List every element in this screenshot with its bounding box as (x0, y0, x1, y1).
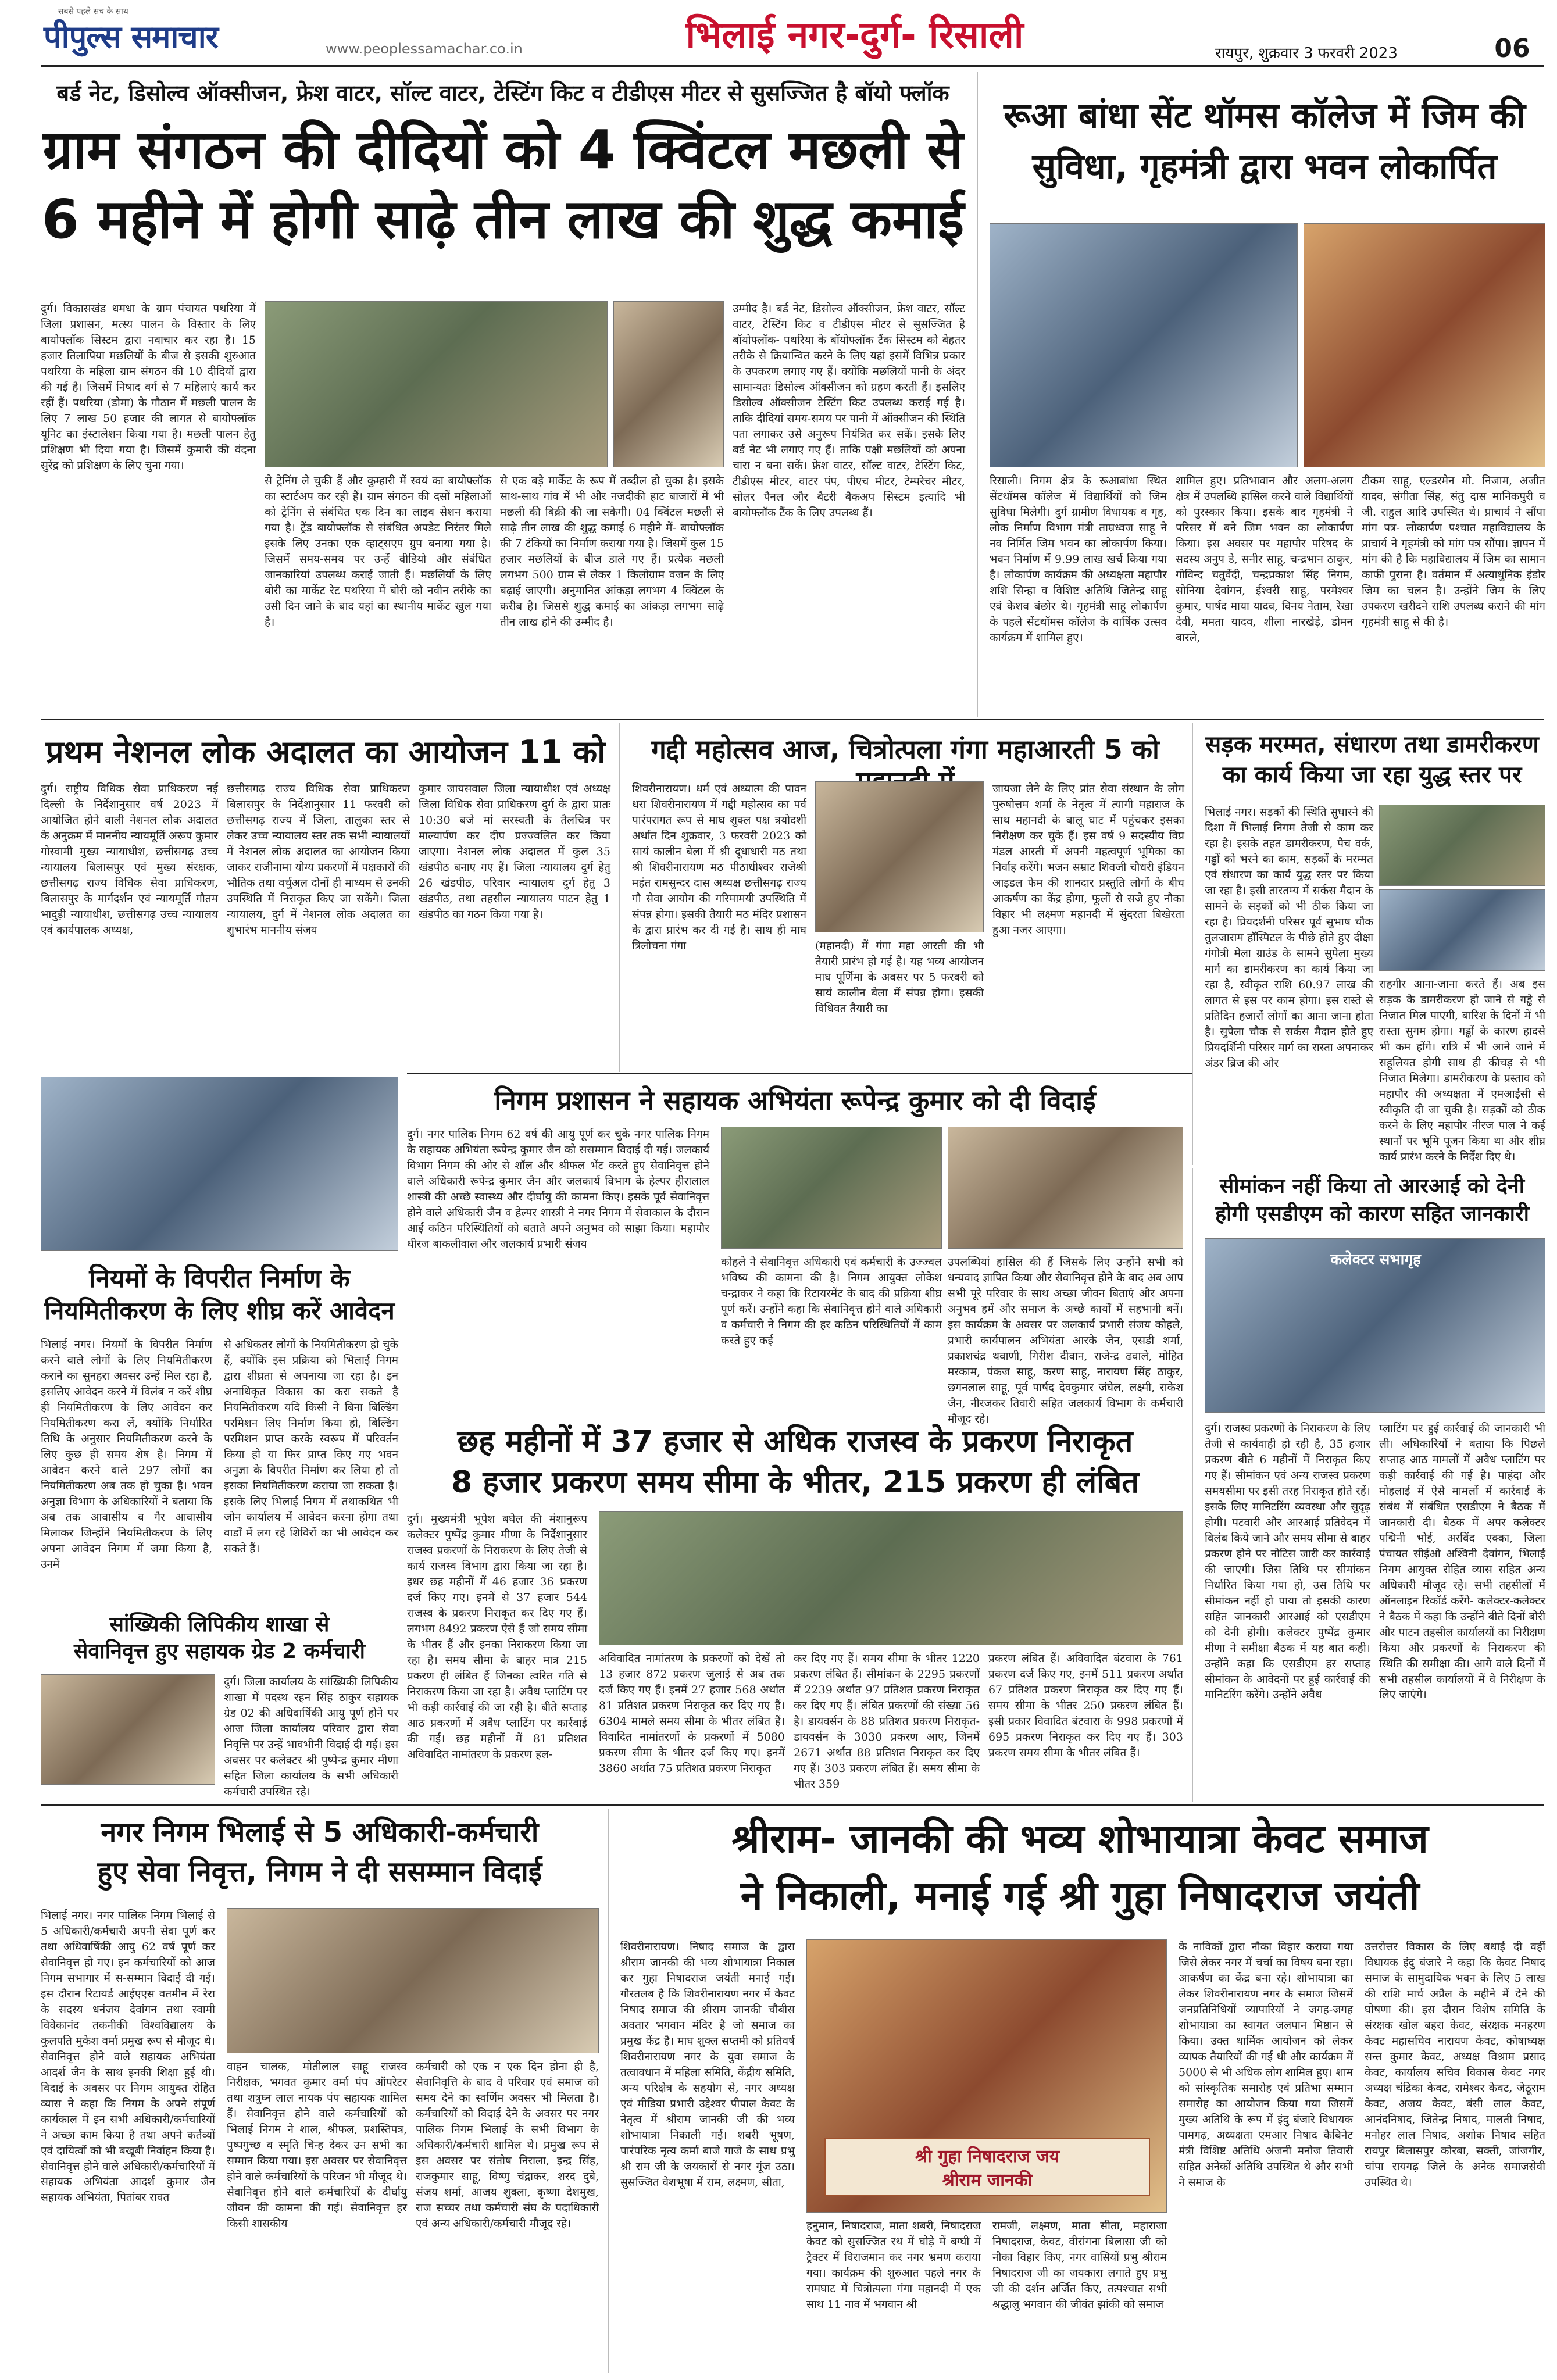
story-fish-photo-1 (265, 301, 608, 467)
story-farewell-engineer-col-1: दुर्ग। नगर पालिक निगम 62 वर्ष की आयु पूर्ण कर चुके नगर पालिक निगम के सहायक अभियंता रूपेन्द्र कुमार जैन को ससम्मान विदाई दी गई। जलकार्य विभाग निगम की ओर से शॉल और श्रीफल भेंट करते हुए सेवानिवृत्त होने वाले अधिकारी रूपेन्द्र कुमार जैन और जलकार्य विभाग के हेल्पर हीरालाल शास्त्री की अच्छे स्वास्थ्य और दीर्घायु की कामना किए। इसके पूर्व सेवानिवृत्त होने वाले अधिकारी जैन व हेल्पर शास्त्री ने नगर निगम में सेवाकाल के दौरान आईं कठिन परिस्थितियों को बताते अपने अनुभव को साझा किया। महापौर धीरज बाकलीवाल और जलकार्य प्रभारी संजय (407, 1128, 709, 1250)
story-retire5-col-1: भिलाई नगर। नगर पालिक निगम भिलाई से 5 अधिकारी/कर्मचारी अपनी सेवा पूर्ण कर तथा अधिवार्षिकी आयु 62 वर्ष पूर्ण कर सेवानिवृत्त हो गए। इन कर्मचारियों को आज निगम सभागार में स-सम्मान विदाई दी गई। इस दौरान रिटायर्ड आईएएस वतमीन में रेरा के सदस्य धनंजय देवांगन तथा स्वामी विवेकानंद तकनीकी विश्वविद्यालय के कुलपति मुकेश वर्मा प्रमुख रूप से मौजूद थे। सेवानिवृत्त होने वाले सहायक अभियंता आदर्श जैन के साथ इनकी शिक्षा हुई थी। विदाई के अवसर पर निगम आयुक्त रोहित व्यास ने कहा कि निगम के अपने संपूर्ण कार्यकाल में इन सभी अधिकारी/कर्मचारियों ने अच्छा काम किया है तथा अपने कर्तव्यों एवं दायित्वों को भी बखूबी निर्वाहन किया है। सेवानिवृत्त होने वाले अधिकारी/कर्मचारियों में सहायक अभियंता आदर्श कुमार जैन सहायक अभियंता, पितांबर रावत (41, 1909, 215, 2204)
story-gaddi-col-1: शिवरीनारायण। धर्म एवं अध्यात्म की पावन धरा शिवरीनारायण में गद्दी महोत्सव का पर्व पारंपरागत रूप से माघ शुक्ल पक्ष त्रयोदशी अर्थात दिन शुक्रवार, 3 फरवरी 2023 को सायं कालीन बेला में श्री दूधाधारी मठ तथा श्री शिवरीनारायण मठ पीठाधीश्वर राजेश्री महंत रामसुन्दर दास अध्यक्ष छत्तीसगढ़ राज्य गौ सेवा आयोग की गरिमामयी उपस्थिति में संपन्न होगा। इसकी तैयारी मठ मंदिर प्रशासन के द्वारा प्रारंभ कर दी गई है। साथ ही माघ त्रिलोचना गंगा (632, 782, 806, 952)
story-retire5-headline-1: नगर निगम भिलाई से 5 अधिकारी-कर्मचारी (101, 1816, 539, 1849)
story-clerk-retire-photo (41, 1674, 215, 1785)
story-lok-adalat-headline: प्रथम नेशनल लोक अदालत का आयोजन 11 को (45, 734, 606, 770)
story-shobhayatra-col-4: के नाविकों द्वारा नौका विहार कराया गया जिसे लेकर नगर में चर्चा का विषय बना रहा। आकर्षण का केंद्र बना रहे। शोभायात्रा का लेकर शिवरीनारायण नगर के समाज जिसमें जनप्रतिनिधियों व्यापारियों ने जगह-जगह शोभायात्रा का स्वागत जलपान मिष्ठान से किया। उक्त धार्मिक आयोजन को लेकर व्यापक तैयारियों की गई थी और कार्यक्रम में 5000 से भी अधिक लोग शामिल हुए। शाम को सांस्कृतिक समारोह एवं प्रतिभा सम्मान समारोह का आयोजन किया गया जिसमें मुख्य अतिथि के रूप में इंदु बंजारे विधायक पामगढ़, अध्यक्षता एमआर निषाद कैबिनेट मंत्री विशिष्ट अतिथि अंजनी मनोज तिवारी सहित अनेकों अतिथि उपस्थित थे और सभी ने समाज के (1179, 1941, 1353, 2189)
story-shobhayatra-headline-1: श्रीराम- जानकी की भव्य शोभायात्रा केवट समाज (731, 1816, 1429, 1862)
story-regularization (41, 1256, 398, 1604)
story-regularization-col-2: से अधिकतर लोगों के नियमितीकरण हो चुके हैं, क्योंकि इस प्रक्रिया को भिलाई निगम द्वारा शीघ्रता से अपनाया जा रहा है। इन अनाधिकृत विकास का करा सकते है नियमितीकरण यदि किसी ने बिना बिल्डिंग परमिशन लिए निर्माण किया हो, बिल्डिंग परमिशन प्राप्त करके स्वरूप में परिवर्तन किया हो या फिर प्राप्त किए गए भवन अनुज्ञा के विपरीत निर्माण कर लिया हो तो इसका नियमितीकरण कराया जा सकता है। इसके लिए भिलाई निगम में तथाकथित भी जोन कार्यालय में आवेदन करना होगा तथा वार्डों में लग रहे शिविरों का भी आवेदन कर सकते हैं। (224, 1338, 398, 1555)
story-farewell-engineer-col-3: उपलब्धियां हासिल की हैं जिसके लिए उन्होंने सभी को धन्यवाद ज्ञापित किया और सेवानिवृत्त होने के बाद अब आप सभी पूरे परिवार के साथ अच्छा जीवन बिताएं और अपना अनुभव हमें और समाज के अच्छे कार्यों में सहभागी बनें। इस कार्यक्रम के अवसर पर जलकार्य प्रभारी संजय कोहले, प्रभारी कार्यपालन अभियंता आरके जैन, एसडी शर्मा, प्रकाशचंद्र थवाणी, गिरीश दीवान, राजेन्द्र ढवाले, मोहित मरकाम, पंकज साहू, करण साहू, नारायण सिंह ठाकुर, छगनलाल साहू, पूर्व पार्षद देवकुमार जंघेल, लक्ष्मी, राकेश जैन, नीरजकर तिवारी सहित जलकार्य विभाग के कर्मचारी मौजूद रहे। (948, 1256, 1183, 1425)
story-retire5-col-2: वाहन चालक, मोतीलाल साहू राजस्व निरीक्षक, भगवत कुमार वर्मा पंप ऑपरेटर तथा शत्रुघ्न लाल नायक पंप सहायक शामिल हैं। सेवानिवृत्त होने वाले कर्मचारियों को भिलाई निगम ने शाल, श्रीफल, प्रशस्तिपत्र, पुष्पगुच्छ व स्मृति चिन्ह देकर उन सभी का सम्मान किया गया। इस अवसर पर सेवानिवृत्त होने वाले कर्मचारियों के परिजन भी मौजूद थे। सेवानिवृत्त होने वाले कर्मचारियों के दीर्घायु जीवन की कामना की गई। सेवानिवृत्त हर किसी शासकीय (227, 2060, 407, 2230)
story-fish-col-1: दुर्ग। विकासखंड धमधा के ग्राम पंचायत पथरिया में जिला प्रशासन, मत्स्य पालन के विस्तार के लिए बायोफ्लॉक सिस्टम द्वारा नवाचार कर रहा है। 15 हजार तिलापिया मछलियों के बीज से इसकी शुरुआत पथरिया के महिला ग्राम संगठन की 10 दीदियों द्वारा की गई है। जिसमें निषाद वर्ग से 7 महिलाएं कार्य कर रहीं हैं। पथरिया (डोमा) के गौठान में मछली पालन के लिए 7 लाख 50 हजार की लागत से बायोफ्लॉक यूनिट का इंस्टालेशन किया गया है। मछली पालन हेतु प्रशिक्षण भी दिया गया है। जिसमें कुमारी की वंदना सुरेंद्र को प्रशिक्षण के लिए चुना गया। (41, 302, 256, 472)
story-fish-kicker: बर्ड नेट, डिसोल्व ऑक्सीजन, फ्रेश वाटर, सॉल्ट वाटर, टेस्टिंग किट व टीडीएस मीटर से सुसज्जित है बॉयो फ्लॉक (56, 80, 949, 106)
story-shobhayatra-col-2: हनुमान, निषादराज, माता शबरी, निषादराज केवट को सुसज्जित रथ में घोड़े में बग्घी में ट्रैक्टर में विराजमान कर नगर भ्रमण कराया गया। कार्यक्रम की शुरुआत पहले नगर के रामघाट में चित्रोत्पला गंगा महानदी में एक साथ 11 नाव में भगवान श्री (806, 2220, 981, 2311)
story-clerk-retire-headline-2: सेवानिवृत्त हुए सहायक ग्रेड 2 कर्मचारी (74, 1639, 365, 1663)
story-regularization-headline-1: नियमों के विपरीत निर्माण के (89, 1264, 350, 1293)
story-revenue-col-2: अविवादित नामांतरण के प्रकरणों को देखें तो 13 हजार 872 प्रकरण जुलाई से अब तक दर्ज किए गए हैं। इनमें 27 हजार 568 अर्थात 81 प्रतिशत प्रकरण निराकृत कर दिए गए हैं। 6304 मामले समय सीमा के भीतर लंबित हैं। विवादित नामांतरणों के प्रकरणों में 5080 प्रकरण सीमा के भीतर दर्ज किए गए। इनमें 3860 अर्थात 75 प्रतिशत प्रकरण निराकृत (599, 1652, 785, 1775)
story-clerk-retire-col-1: दुर्ग। जिला कार्यालय के सांख्यिकी लिपिकीय शाखा में पदस्थ रहन सिंह ठाकुर सहायक ग्रेड 02 की अधिवार्षिकी आयु पूर्ण होने पर आज जिला कार्यालय परिवार द्वारा सेवा निवृत्ति पर उन्हें भावभीनी विदाई दी गई। इस अवसर पर कलेक्टर श्री पुष्पेन्द्र कुमार मीणा सहित जिला कार्यालय के सभी अधिकारी कर्मचारी उपस्थित रहे। (224, 1675, 398, 1798)
story-road-col-2: राहगीर आना-जाना करते हैं। अब इस सड़क के डामरीकरण हो जाने से गड्ढे से निजात मिल पाएगी, बारिश के दिनों में भी रास्ता सुगम होगा। गड्ढों के कारण हादसे भी कम होंगे। रात्रि में भी आने जाने में सहूलियत होगी साथ ही कीचड़ से भी निजात मिलेगा। डामरीकरण के प्रस्ताव को महापौर की अध्यक्षता में एमआईसी से स्वीकृति दी जा चुकी है। सड़कों को ठीक करने के लिए महापौर नीरज पाल ने कई स्थानों पर भूमि पूजन किया था और शीघ्र कार्य प्रारंभ करने के निर्देश दिए थे। (1379, 978, 1545, 1163)
story-shobhayatra-banner-line-1: श्री गुहा निषादराज जय (915, 2146, 1060, 2167)
story-demarcation (1192, 1168, 1544, 1802)
story-fish-headline-2: 6 महीने में होगी साढ़े तीन लाख की शुद्ध कमाई (41, 188, 965, 251)
story-road-headline-2: का कार्य किया जा रहा युद्ध स्तर पर (1222, 762, 1522, 788)
story-lok-adalat-col-2: छत्तीसगढ़ राज्य विधिक सेवा प्राधिकरण बिलासपुर के निर्देशानुसार 11 फरवरी को छत्तीसगढ़ राज्य में जिला, तालुका स्तर से लेकर उच्च न्यायालय स्तर तक सभी न्यायालयों में नेशनल लोक अदालत का आयोजन किया जाकर राजीनामा योग्य प्रकरणों में पक्षकारों की भौतिक तथा वर्चुअल दोनों ही माध्यम से उनकी उपस्थिति में निराकृत किए जा सकेंगे। जिला न्यायालय, दुर्ग में नेशनल लोक अदालत का शुभारंभ माननीय संजय (227, 782, 410, 937)
story-fish-col-3: से एक बड़े मार्केट के रूप में तब्दील हो चुका है। इसके साथ-साथ गांव में भी और नजदीकी हाट बाजारों में भी मछली की बिक्री की जा सकेगी। 04 क्विंटल मछली से साढ़े तीन लाख की शुद्ध कमाई 6 महीने में- बायोफ्लॉक की 7 टंकियों का निर्माण कराया गया है। जिसमें कुल 15 हजार मछलियों के बीज डाले गए हैं। प्रत्येक मछली लगभग 500 ग्राम से लेकर 1 किलोग्राम वजन के लिए बढ़ाई जाएगी। अनुमानित आंकड़ा लगभग 4 क्विंटल के करीब है। जिससे शुद्ध कमाई का आंकड़ा लगभग साढ़े तीन लाख होने की उम्मीद है। (500, 474, 724, 628)
page-number: 06 (1480, 34, 1544, 64)
story-retire5-col-3: कर्मचारी को एक न एक दिन होना ही है, सेवानिवृत्ति के बाद वे परिवार एवं समाज को समय देने का स्वर्णिम अवसर भी मिलता है। कर्मचारियों को विदाई देने के अवसर पर नगर पालिक निगम भिलाई के सभी विभाग के अधिकारी/कर्मचारी शामिल थे। प्रमुख रूप से इस अवसर पर संतोष निराला, इन्द्र सिंह, राजकुमार साहू, विष्णु चंद्राकर, शरद दुबे, संजय शर्मा, आजय शुक्ला, कृष्णा देशमुख, राज सच्चर तथा कर्मचारी संघ के पदाधिकारी एवं अन्य अधिकारी/कर्मचारी मौजूद रहे। (416, 2060, 599, 2230)
story-demarcation-photo (1205, 1238, 1545, 1413)
story-fish (41, 72, 965, 717)
story-clerk-retire-headline-1: सांख्यिकी लिपिकीय शाखा से (109, 1613, 330, 1636)
story-road-photo-1 (1379, 805, 1545, 886)
story-shobhayatra-col-1: शिवरीनारायण। निषाद समाज के द्वारा श्रीराम जानकी की भव्य शोभायात्रा निकाल कर गुहा निषादराज जयंती मनाई गई। गौरतलब है कि शिवरीनारायण नगर में केवट निषाद समाज की श्रीराम जानकी चौबीस अवतार भगवान मंदिर है जो समाज का प्रमुख केंद्र है। माघ शुक्ल सप्तमी को प्रतिवर्ष शिवरीनारायण नगर के युवा समाज के तत्वावधान में महिला समिति, केंद्रीय समिति, अन्य परिक्षेत्र के सहयोग से, नगर अध्यक्ष एवं मीडिया प्रभारी उद्देश्वर पीपाल केवट के नेतृत्व में श्रीराम जानकी जी की भव्य शोभायात्रा निकाली गई। शबरी भूषण, पारंपरिक नृत्य कर्मा बाजे गाजे के साथ प्रभु श्री राम जी के जयकारों से नगर गूंज उठा। सुसज्जित वेशभूषा में राम, लक्ष्मण, सीता, (620, 1941, 795, 2189)
story-gym-col-2: शामिल हुए। प्रतिभावान और अलग-अलग क्षेत्र में उपलब्धि हासिल करने वाले विद्यार्थियों को पुरस्कार किया। इसके बाद गृहमंत्री ने परिसर में बने जिम भवन का लोकार्पण किया। इस अवसर पर महापौर परिषद के सदस्य अनुप डे, सनीर साहू, चन्द्रभान ठाकुर, गोविन्द चतुर्वेदी, चन्द्रप्रकाश सिंह निगम, सोनिया देवांगन, ईश्वरी साहू, परमेश्वर कुमार, पार्षद माया यादव, विनय नेताम, रेखा देवी, ममता यादव, शीला नारखेड़े, डोमन बारले, (1176, 474, 1353, 644)
story-revenue-col-1: दुर्ग। मुख्यमंत्री भूपेश बघेल की मंशानुरूप कलेक्टर पुष्पेंद्र कुमार मीणा के निर्देशानुसार राजस्व प्रकरणों के निराकरण के लिए तेजी से कार्य राजस्व विभाग द्वारा किया जा रहा है। इधर छह महीनों में 46 हजार 36 प्रकरण दर्ज किए गए। इनमें से 37 हजार 544 राजस्व के प्रकरण निराकृत कर दिए गए हैं। लगभग 8492 प्रकरण ऐसे हैं जो समय सीमा के भीतर हैं और इनका निराकरण किया जा रहा है। समय सीमा के बाहर मात्र 215 प्रकरण ही लंबित हैं जिनका त्वरित गति से निराकरण किया जा रहा है। अवैध प्लाटिंग पर भी कड़ी कार्रवाई की जा रही है। बीते सप्ताह आठ प्रकरणों में अवैध प्लाटिंग पर कार्रवाई की गई। छह महीनों में 81 प्रतिशत अविवादित नामांतरण के प्रकरण हल- (407, 1513, 587, 1761)
story-shobhayatra-col-3: रामजी, लक्ष्मण, माता सीता, महाराजा निषादराज, केवट, वीरांगना बिलासा जी को नौका विहार किए, नगर वासियों प्रभु श्रीराम निषादराज जी का जयकारा लगाते हुए प्रभु जी की दर्शन अर्जित किए, तत्पश्चात सभी श्रद्धालु भगवान की जीवंत झांकी को समाज (992, 2220, 1167, 2311)
story-road-col-1: भिलाई नगर। सड़कों की स्थिति सुधारने की दिशा में भिलाई निगम तेजी से काम कर रहा है। इसके तहत डामरीकरण, पैच वर्क, गड्ढों को भरने का काम, सड़कों के मरम्मत एवं संधारण का कार्य युद्ध स्तर पर किया जा रहा है। इसी तारतम्य में सर्कस मैदान के सामने के सड़कों को भी ठीक किया जा रहा है। प्रियदर्शनी परिसर पूर्व सुभाष चौक तुलजाराम हॉस्पिटल के पीछे होते हुए दीक्षा गंगोत्री मेला ग्राउंड के सामने सुपेला मुख्य मार्ग का डामरीकरण का कार्य किया जा रहा है, स्वीकृत राशि 60.97 लाख की लागत से इस पर काम होगा। इस रास्ते से प्रतिदिन हजारों लोगों का आना जाना होता है। सुपेला चौक से सर्कस मैदान होते हुए प्रियदर्शिनी परिसर मार्ग का रास्ता अपनाकर अंडर ब्रिज की ओर (1205, 806, 1373, 1070)
story-shobhayatra (608, 1809, 1544, 2373)
story-farewell-engineer-photo-1 (721, 1127, 942, 1249)
story-gym-headline-2: सुविधा, गृहमंत्री द्वारा भवन लोकार्पित (1032, 146, 1497, 187)
story-gym-photo-2 (1304, 223, 1545, 467)
story-gym-col-1: रिसाली। निगम क्षेत्र के रूआबांधा स्थित सेंटथॉमस कॉलेज में विद्यार्थियों को जिम सुविधा मिलेगी। दुर्ग ग्रामीण विधायक व गृह, लोक निर्माण विभाग मंत्री ताम्रध्वज साहू ने नव निर्मित जिम भवन का लोकार्पण किया। भवन निर्माण में 9.99 लाख खर्च किया गया है। लोकार्पण कार्यक्रम की अध्यक्षता महापौर शशि सिन्हा व विशिष्ट अतिथि जितेन्द्र साहू एवं केशव बंछोर थे। गृहमंत्री साहू लोकार्पण के पहले सेंटथॉमस कॉलेज के वार्षिक उत्सव कार्यक्रम में शामिल हुए। (990, 474, 1167, 644)
story-gaddi-col-3: जायजा लेने के लिए प्रांत सेवा संस्थान के लोग पुरुषोत्तम शर्मा के नेतृत्व में त्यागी महाराज के साथ महानदी के बालू घाट में पहुंचकर इसका निरीक्षण कर चुके हैं। इस वर्ष 9 सदस्यीय विप्र मंडल आरती में अपनी महत्वपूर्ण भूमिका का निर्वाह करेंगे। भजन सम्राट शिवजी चौधरी इंडियन आइडल फेम की शानदार प्रस्तुति लोगों के बीच आकर्षण का केंद्र होगा, फूलों से सजे हुए नौका विहार भी लक्ष्मण महानदी में सुंदरता बिखेरता हुआ नजर आएगा। (992, 782, 1184, 937)
story-demarcation-col-2: प्लाटिंग पर हुई कार्रवाई की जानकारी भी ली। अधिकारियों ने बताया कि पिछले सप्ताह आठ मामलों में अवैध प्लाटिंग पर कड़ी कार्रवाई की गई है। पाहंदा और मोहलाई में ऐसे मामलों में कार्रवाई के संबंध में संबंधित एसडीएम ने बैठक में जानकारी दी। बैठक में अपर कलेक्टर पद्मिनी भोई, अरविंद एक्का, जिला पंचायत सीईओ अश्विनी देवांगन, भिलाई निगम आयुक्त रोहित व्यास सहित अन्य अधिकारी मौजूद रहे। सभी तहसीलों में ऑनलाइन रिकॉर्ड करेंगे- कलेक्टर-कलेक्टर ने बैठक में कहा कि उन्होंने बीते दिनों बोरी और पाटन तहसील कार्यालयों का निरीक्षण किया और प्रकरणों के निराकरण की स्थिति की समीक्षा की। आगे वाले दिनों में सभी तहसील कार्यालयों में वे निरीक्षण के लिए जाएंगे। (1379, 1422, 1545, 1702)
story-regularization-col-1: भिलाई नगर। नियमों के विपरीत निर्माण करने वाले लोगों के लिए नियमितीकरण कराने का सुनहरा अवसर उन्हें मिल रहा है, इसलिए आवेदन करने में विलंब न करें शीघ्र ही नियमितीकरण के लिए आवेदन कर नियमितीकरण करा लें, क्योंकि निर्धारित तिथि के अनुसार नियमितीकरण करने के लिए कुछ ही समय शेष है। निगम में आवेदन करने वाले 297 लोगों का नियमितीकरण अब तक हो चुका है। भवन अनुज्ञा विभाग के अधिकारियों ने बताया कि अब तक आवासीय व गैर आवासीय मिलाकर जिन्होंने नियमितीकरण के लिए अपना आवेदन निगम में जमा किया है, उनमें (41, 1338, 212, 1571)
story-gaddi-photo (815, 781, 984, 932)
story-revenue-photo (599, 1511, 1183, 1645)
section-title: भिलाई नगर-दुर्ग- रिसाली (685, 14, 1024, 57)
masthead (0, 0, 1557, 64)
issue-date: रायपुर, शुक्रवार 3 फरवरी 2023 (1215, 45, 1398, 62)
story-fish-photo-2 (613, 301, 724, 467)
story-fish-col-4: उम्मीद है। बर्ड नेट, डिसोल्व ऑक्सीजन, फ्रेश वाटर, सॉल्ट वाटर, टेस्टिंग किट व टीडीएस मीटर से सुसज्जित है बॉयोफ्लॉक- पथरिया के बॉयोफ्लॉक टैंक सिस्टम को बेहतर तरीके से क्रियान्वित करने के लिए यहां इसमें विभिन्न प्रकार के उपकरण लगाए गए हैं। क्योंकि मछलियों पानी के अंदर सामान्यतः डिसोल्व ऑक्सीजन को ग्रहण करती हैं। इसलिए डिसोल्व ऑक्सीजन टेस्टिंग किट उपलब्ध कराई गई है। ताकि दीदियां समय-समय पर पानी में ऑक्सीजन की स्थिति पता लगाकर उसे अनुरूप नियंत्रित कर सकें। इसके लिए बर्ड नेट भी लगाए गए हैं। ताकि पक्षी मछलियों को अपना चारा न बना सकें। फ्रेश वाटर, सॉल्ट वाटर, टेस्टिंग किट, टीडीएस मीटर, वाटर पंप, पीएच मीटर, टेम्परेचर मीटर, सोलर पैनल और बैटरी बैकअप सिस्टम इत्यादि भी बायोफ्लॉक टैंक के लिए उपलब्ध हैं। (733, 302, 965, 519)
story-lok-adalat-col-3: कुमार जायसवाल जिला न्यायाधीश एवं अध्यक्ष जिला विधिक सेवा प्राधिकरण दुर्ग के द्वारा प्रातः 10:30 बजे मां सरस्वती के तैलचित्र पर माल्यार्पण कर दीप प्रज्ज्वलित कर किया जाएगा। नेशनल लोक अदालत में कुल 35 खंडपीठ बनाए गए हैं। जिला न्यायालय दुर्ग हेतु 26 खंडपीठ, परिवार न्यायालय दुर्ग हेतु 3 खंडपीठ, तथा तहसील न्यायालय पाटन हेतु 1 खंडपीठ का गठन किया गया है। (419, 782, 610, 921)
story-farewell-engineer-headline: निगम प्रशासन ने सहायक अभियंता रूपेन्द्र कुमार को दी विदाई (494, 1085, 1096, 1116)
paper-tagline: सबसे पहले सच के साथ (58, 7, 128, 16)
story-shobhayatra-photo (806, 1939, 1167, 2213)
story-road-headline-1: सड़क मरम्मत, संधारण तथा डामरीकरण (1205, 731, 1539, 758)
paper-logo: पीपुल्स समाचार (44, 19, 218, 55)
story-demarcation-photo-caption: कलेक्टर सभागृह (1330, 1251, 1421, 1268)
story-road-photo-2 (1379, 889, 1545, 971)
row-rule-2 (407, 1073, 1192, 1074)
story-retire5-photo (227, 1908, 599, 2053)
story-gym-col-3: टीकम साहू, एल्डरमेन मो. निजाम, अजीत यादव, संगीता सिंह, संतु दास मानिकपुरी व जी. राहुल आदि उपस्थित थे। प्राचार्य ने सौंपा मांग पत्र- लोकार्पण पश्चात महाविद्यालय के प्राचार्य ने गृहमंत्री को मांग पत्र सौंपा। ज्ञापन में मांग की है कि महाविद्यालय में जिम का सामान काफी पुराना है। वर्तमान में अत्याधुनिक इंडोर जिम का चलन है। उन्होंने जिम के लिए उपकरण खरीदने राशि उपलब्ध कराने की मांग गृहमंत्री साहू से की है। (1362, 474, 1545, 628)
story-revenue-headline-1: छह महीनों में 37 हजार से अधिक राजस्व के प्रकरण निराकृत (457, 1424, 1133, 1459)
story-lok-adalat-photo (41, 1077, 398, 1251)
story-gaddi-headline: गद्दी महोत्सव आज, चित्रोत्पला गंगा महाआरती 5 को (651, 734, 1159, 765)
story-gym-headline-1: रूआ बांधा सेंट थॉमस कॉलेज में जिम की (1004, 95, 1526, 136)
story-gym (977, 72, 1544, 717)
story-revenue (407, 1418, 1183, 1802)
story-lok-adalat-col-1: दुर्ग। राष्ट्रीय विधिक सेवा प्राधिकरण नई दिल्ली के निर्देशानुसार वर्ष 2023 में आयोजित होने वाली नेशनल लोक अदालत के अनुक्रम में माननीय न्यायमूर्ति अरूप कुमार गोस्वामी मुख्य न्यायाधीश, छत्तीसगढ़ उच्च न्यायालय बिलासपुर एवं मुख्य संरक्षक, छत्तीसगढ़ राज्य विधिक सेवा प्राधिकरण, बिलासपुर के मार्गदर्शन एवं न्यायमूर्ति गौतम भादुड़ी न्यायाधीश, छत्तीसगढ़ उच्च न्यायालय एवं कार्यपालक अध्यक्ष, (41, 782, 218, 937)
story-retire5-headline-2: हुए सेवा निवृत्त, निगम ने दी ससम्मान विदाई (97, 1856, 542, 1888)
story-revenue-headline-2: 8 हजार प्रकरण समय सीमा के भीतर, 215 प्रकरण ही लंबित (451, 1465, 1139, 1500)
story-farewell-engineer-col-2: कोहले ने सेवानिवृत्त अधिकारी एवं कर्मचारी के उज्ज्वल भविष्य की कामना की है। निगम आयुक्त लोकेश चन्द्राकर ने कहा कि रिटायरमेंट के बाद की प्रक्रिया शीघ्र पूर्ण करें। उन्होंने कहा कि सेवानिवृत्त होने वाले अधिकारी व कर्मचारी ने निगम की हर कठिन परिस्थितियों में काम करते हुए कई (721, 1256, 942, 1347)
story-gaddi (619, 723, 1183, 1072)
story-demarcation-col-1: दुर्ग। राजस्व प्रकरणों के निराकरण के लिए तेजी से कार्यवाही हो रही है, 35 हजार प्रकरण बीते 6 महीनों में निराकृत किए गए हैं। सीमांकन एवं अन्य राजस्व प्रकरण समयसीमा पर इसी तरह निराकृत होते रहें। इसके लिए मानिटरिंग व्यवस्था और सुदृढ़ होगी। पटवारी और आरआई प्रतिवेदन में विलंब किये जाने और समय सीमा से बाहर प्रकरण होने पर नोटिस जारी कर कार्रवाई की जाएगी। जिस तिथि पर सीमांकन निर्धारित किया गया हो, उस तिथि पर सीमांकन नहीं हो पाया तो इसकी कारण सहित जानकारी आरआई को एसडीएम को देनी होगी। कलेक्टर पुष्पेंद्र कुमार मीणा ने समीक्षा बैठक में यह बात कही। उन्होंने कहा कि एसडीएम हर सप्ताह सीमांकन के आवेदनों पर हुई कार्रवाई की मानिटरिंग करेंगे। उन्होंने अवैध (1205, 1422, 1370, 1702)
website[interactable]: www.peoplessamachar.co.in (326, 41, 523, 57)
story-fish-headline-1: ग्राम संगठन की दीदियों को 4 क्विंटल मछली से (42, 119, 963, 181)
story-lok-adalat (41, 723, 610, 1072)
story-shobhayatra-headline-2: ने निकाली, मनाई गई श्री गुहा निषादराज जयंती (740, 1873, 1420, 1919)
story-shobhayatra-banner-line-2: श्रीराम जानकी (942, 2170, 1033, 2190)
story-gym-photo-1 (990, 223, 1298, 467)
story-fish-col-2: से ट्रेनिंग ले चुकी हैं और कुम्हारी में स्वयं का बायोफ्लॉक का स्टार्टअप कर रही हैं। ग्राम संगठन की दसों महिलाओं को ट्रेनिंग से संबंधित एक दिन का लाइव सेशन कराया गया है। ट्रेंड बायोफ्लॉक से संबंधित अपडेट निरंतर मिले इसके लिए उनका एक व्हाट्सएप ग्रुप बनाया गया है। जिसमें समय-समय पर उन्हें वीडियो और संबंधित जानकारियां उपलब्ध कराई जाती हैं। मछलियों के लिए बोरी का मार्केट रेट पथरिया में बोरी को नवीन तरीके का उसी दिन जाने के बाद यहां का स्थानीय मार्केट खुल गया है। (265, 474, 491, 628)
story-regularization-headline-2: नियमितीकरण के लिए शीघ्र करें आवेदन (44, 1296, 395, 1325)
story-demarcation-headline-1: सीमांकन नहीं किया तो आरआई को देनी (1219, 1174, 1525, 1198)
story-clerk-retire (41, 1610, 398, 1802)
row-rule-1 (41, 719, 1544, 720)
story-farewell-engineer-photo-2 (948, 1127, 1183, 1249)
story-shobhayatra-col-5: उत्तरोत्तर विकास के लिए बधाई दी वहीं विधायक इंदु बंजारे ने कहा कि केवट निषाद समाज के सामुदायिक भवन के लिए 5 लाख की राशि मार्च अप्रैल के महीने में देने की घोषणा की। इस दौरान विशेष समिति के संरक्षक खोल बहरा केवट, संरक्षक मनहरण केवट महासचिव नारायण केवट, कोषाध्यक्ष सन्त कुमार केवट, अध्यक्ष विश्राम प्रसाद केवट, कार्यालय सचिव विकास केवट नगर अध्यक्ष चंद्रिका केवट, रामेश्वर केवट, जेठूराम केवट, अजय केवट, बंसी लाल केवट, आनंदनिषाद, जितेन्द्र निषाद, मालती निषाद, मनोहर लाल निषाद, अशोक निषाद सहित रायपुर बिलासपुर कोरबा, सक्ती, जांजगीर, चांपा रायगढ़ जिले के अनेक समाजसेवी उपस्थित थे। (1365, 1941, 1545, 2189)
story-demarcation-headline-2: होगी एसडीएम को कारण सहित जानकारी (1215, 1202, 1529, 1226)
story-revenue-col-3: कर दिए गए हैं। समय सीमा के भीतर 1220 प्रकरण लंबित हैं। सीमांकन के 2295 प्रकरणों में 2239 अर्थात 97 प्रतिशत प्रकरण निराकृत कर दिए गए हैं। लंबित प्रकरणों की संख्या 56 है। डायवर्सन के 88 प्रतिशत प्रकरण निराकृत- डायवर्सन के 3030 प्रकरण आए, जिनमें 2671 अर्थात 88 प्रतिशत निराकृत कर दिए गए हैं। 303 प्रकरण लंबित हैं। समय सीमा के भीतर 359 (794, 1652, 980, 1791)
story-retire5 (41, 1809, 599, 2373)
story-shobhayatra-banner (824, 2138, 1150, 2196)
row-rule-3 (41, 1804, 1544, 1806)
story-revenue-col-4: प्रकरण लंबित हैं। अविवादित बंटवारा के 761 प्रकरण दर्ज किए गए, इनमें 511 प्रकरण अर्थात 67 प्रतिशत प्रकरण निराकृत कर दिए गए हैं। समय सीमा के भीतर 250 प्रकरण लंबित हैं। इसी प्रकार विवादित बंटवारा के 998 प्रकरणों में 695 प्रकरण निराकृत कर दिए गए हैं। 303 प्रकरण समय सीमा के भीतर लंबित हैं। (988, 1652, 1183, 1759)
masthead-rule (41, 65, 1544, 67)
story-farewell-engineer (407, 1077, 1183, 1425)
story-road (1192, 723, 1544, 1165)
story-gaddi-col-2: (महानदी) में गंगा महा आरती की भी तैयारी प्रारंभ हो गई है। यह भव्य आयोजन माघ पूर्णिमा के अवसर पर 5 फरवरी को सायं कालीन बेला में संपन्न होगा। इसकी विधिवत तैयारी का (815, 939, 984, 1015)
